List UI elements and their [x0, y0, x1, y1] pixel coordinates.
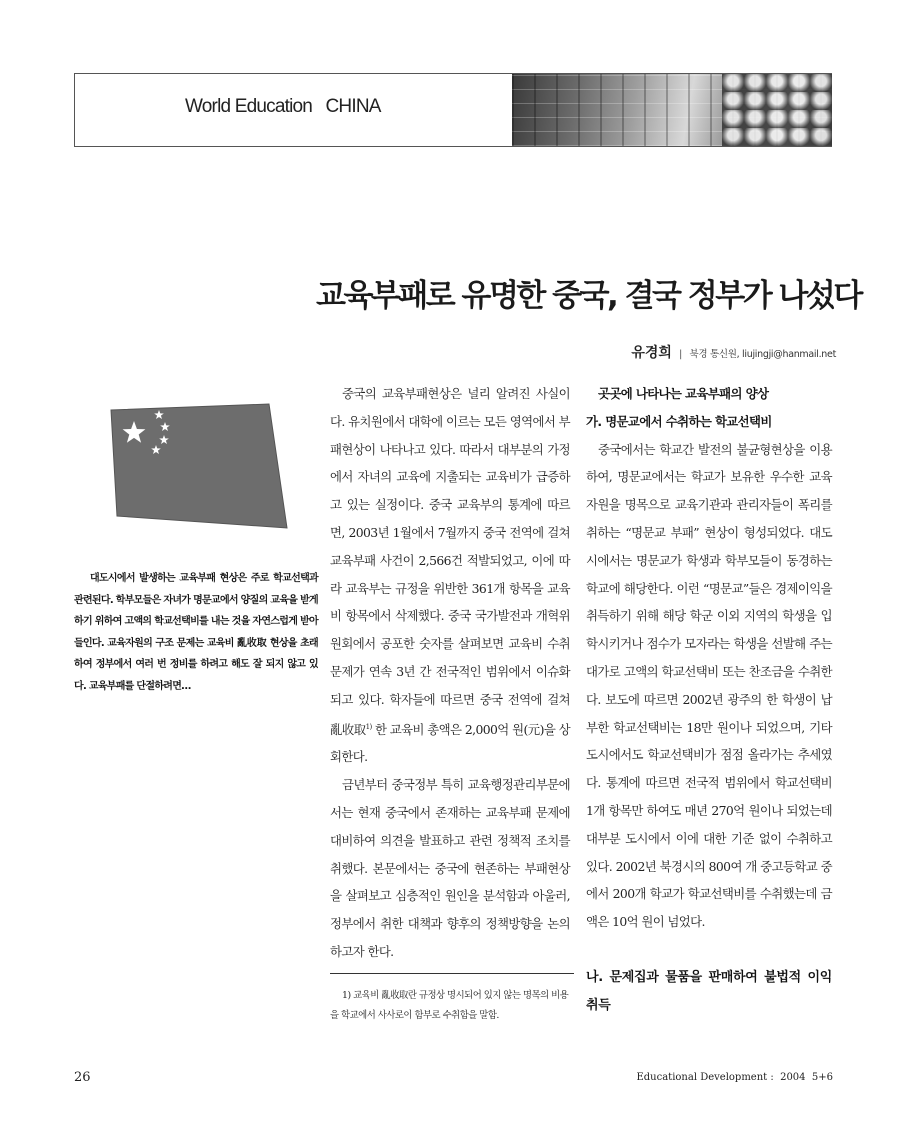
column-right: [586, 380, 832, 1020]
author-name: 유경희: [631, 345, 672, 361]
footnote-ref: 1): [365, 722, 372, 731]
author-affiliation: 북경 통신원, liujingji@hanmail.net: [689, 349, 836, 360]
paragraph-text: 중국의 교육부패현상은 널리 알려진 사실이다. 유치원에서 대학에 이르는 모든 영역에서 부패현상이 나타나고 있다. 따라서 대부분의 가정에서 자녀의 교육에 지출되는 교육비가 급증하고 있는 실정이다. 중국 교육부의 통계에 따르면, 2003년 1월에서 7월까지 중국 전역에 걸쳐 교육부패 사건이 2,566건 적발되었고, 이에 따라 교육부는 규정을 위반한 361개 항목을 교육비 항목에서 삭제했다. 중국 국가발전과 개혁위원회에서 공포한 숫자를 살펴보면 교육비 수취문제가 연속 3년 간 전국적인 범위에서 이슈화되고 있다. 학자들에 따르면 중국 전역에 걸쳐 亂收取: [330, 386, 570, 737]
section-header: [74, 73, 514, 147]
column-middle: [330, 380, 570, 966]
article-title: 교육부패로 유명한 중국, 결국 정부가 나섰다: [316, 278, 861, 314]
china-flag-icon: [107, 402, 289, 532]
page-number: 26: [74, 1070, 91, 1085]
footnote-divider: [330, 973, 574, 974]
footnote: 1) 교육비 亂收取란 규정상 명시되어 있지 않는 명목의 비용을 학교에서 사사로이 함부로 수취함을 말함.: [330, 990, 569, 1021]
byline: [600, 342, 836, 362]
keyboard-keys-image: [722, 74, 832, 147]
section-header-title: World Education CHINA: [185, 96, 381, 117]
byline-separator: |: [679, 349, 683, 360]
subsection-heading: 나. 문제집과 물품을 판매하여 불법적 이익 취득: [586, 969, 832, 1013]
subsection-heading: 가. 명문교에서 수취하는 학교선택비: [586, 413, 772, 429]
journal-footer: Educational Development : 2004 5+6: [636, 1072, 833, 1083]
body-paragraph: [330, 380, 570, 771]
section-heading: 곳곳에 나타나는 교육부패의 양상: [598, 386, 769, 401]
header-banner-image: [512, 73, 832, 147]
body-paragraph: 금년부터 중국정부 특히 교육행정관리부문에서는 현재 중국에서 존재하는 교육부패 문제에 대비하여 의견을 발표하고 관련 정책적 조치를 취했다. 본문에서는 중국에 현존하는 부패현상을 살펴보고 심층적인 원인을 분석함과 아울러, 정부에서 취한 대책과 향후의 정책방향을 논의하고자 한다.: [330, 777, 570, 960]
image-caption: 대도시에서 발생하는 교육부패 현상은 주로 학교선택과 관련된다. 학부모들은 자녀가 명문교에서 양질의 교육을 받게 하기 위하여 고액의 학교선택비를 내는 것을 자연스럽게 받아들인다. 교육자원의 구조 문제는 교육비 亂收取 현상을 초래하여 정부에서 여러 번 정비를 하려고 해도 잘 되지 않고 있다. 교육부패를 단절하려면…: [74, 573, 318, 692]
flag-field: [111, 404, 287, 528]
paragraph-text: 한 교육비 총액은 2,000억 원(元)을 상회한다.: [330, 721, 570, 765]
body-paragraph: 중국에서는 학교간 발전의 불균형현상을 이용하여, 명문교에서는 학교가 보유한 우수한 교육자원을 명목으로 교육기관과 관리자들이 폭리를 취하는 “명문교 부패” 현상이 형성되었다. 대도시에서는 명문교가 학생과 학부모들이 동경하는 학교에 해당한다. 이런 “명문교”들은 경제이익을 취득하기 위해 해당 학군 이외 지역의 학생을 입학시키거나 점수가 모자라는 학생을 선발해 주는 대가로 고액의 학교선택비 또는 찬조금을 수취한다. 보도에 따르면 2002년 광주의 한 학생이 납부한 학교선택비는 18만 원이나 되었으며, 기타 도시에서도 학교선택비가 점점 올라가는 추세였다. 통계에 따르면 전국적 범위에서 학교선택비 1개 항목만 하여도 매년 270억 원이나 되었는데 대부분 도시에서 이에 대한 기준 없이 수취하고 있다. 2002년 북경시의 800여 개 중고등학교 중에서 200개 학교가 학교선택비를 수취했는데 금액은 10억 원이 넘었다.: [586, 441, 832, 930]
china-flag-image: [107, 402, 289, 532]
